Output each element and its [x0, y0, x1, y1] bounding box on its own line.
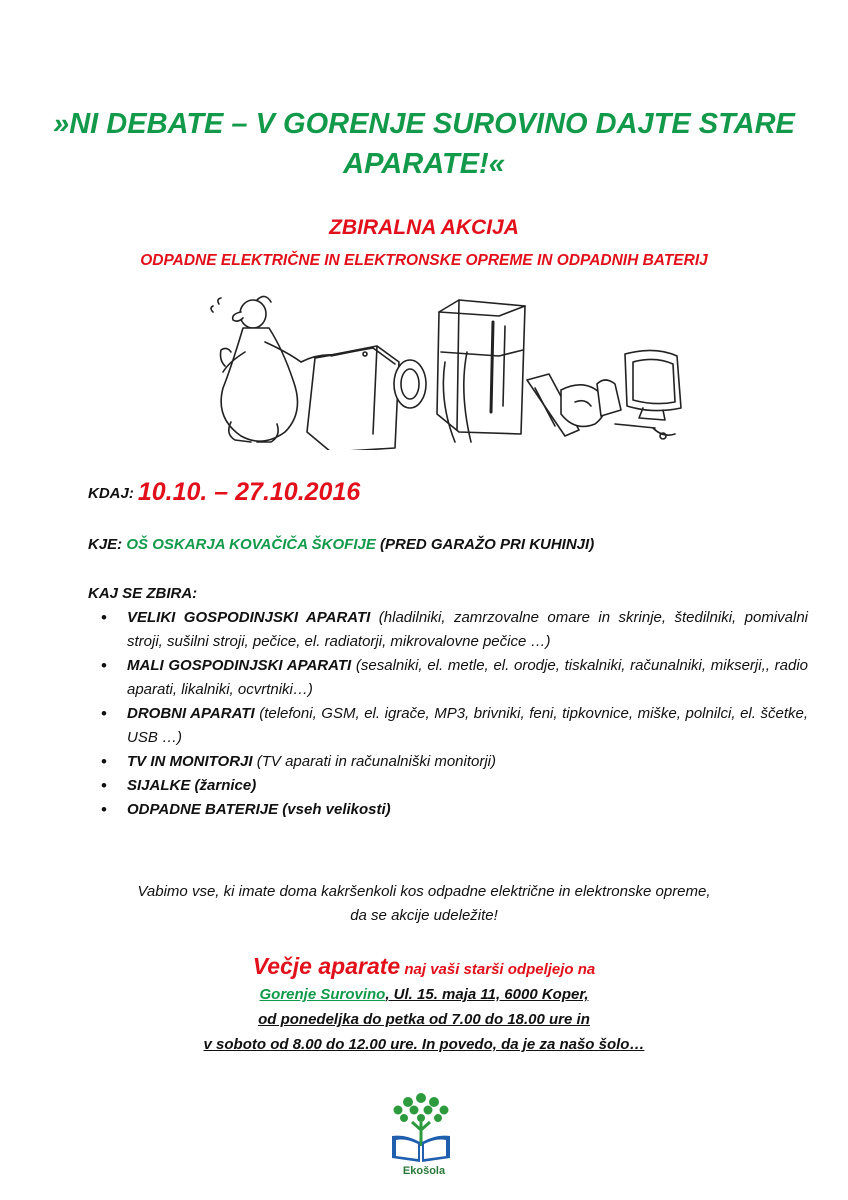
fridge — [437, 300, 525, 442]
appliances-illustration — [205, 292, 695, 450]
list-item — [100, 606, 808, 654]
list-item — [100, 702, 808, 750]
item-detail: (sesalniki, el. metle, el. orodje, tiskalniki, računalniki, mikserji,, radio aparati, likalniki, ocvrtniki…) — [127, 657, 808, 698]
where-label: KJE: — [88, 536, 123, 553]
item-name: ODPADNE BATERIJE (vseh velikosti) — [127, 801, 391, 818]
item-name: SIJALKE (žarnice) — [127, 777, 257, 794]
when-date: 10.10. – 27.10.2016 — [137, 478, 361, 506]
company-name: Gorenje Surovino — [259, 986, 386, 1003]
collected-items-list — [100, 606, 808, 822]
invitation-text — [60, 880, 788, 928]
invitation-line-2: da se akcije udeležite! — [350, 907, 498, 924]
item-detail: (telefoni, GSM, el. igrače, MP3, brivniki, feni, tipkovnice, miške, polnilci, el. ščetke, USB …) — [127, 705, 809, 746]
item-name: DROBNI APARATI — [127, 705, 255, 722]
where-line — [88, 536, 594, 553]
dropoff-highlight: Večje aparate — [252, 953, 401, 979]
logo-label: Ekošola — [402, 1165, 446, 1177]
dropoff-info — [120, 954, 728, 1057]
small-appliances — [527, 374, 621, 436]
list-item — [100, 798, 808, 822]
where-place: OŠ OSKARJA KOVAČIČA ŠKOFIJE — [126, 536, 376, 553]
poster-subtitle-detail: ODPADNE ELEKTRIČNE IN ELEKTRONSKE OPREME IN ODPADNIH BATERIJ — [140, 252, 708, 269]
list-item — [100, 654, 808, 702]
poster-title: »NI DEBATE – V GORENJE SUROVINO DAJTE STARE APARATE!« — [53, 108, 795, 180]
dropoff-intro: naj vaši starši odpeljejo na — [404, 961, 596, 978]
man-figure — [211, 296, 301, 442]
poster-subtitle: ZBIRALNA AKCIJA — [329, 216, 519, 239]
item-name: TV IN MONITORJI — [127, 753, 253, 770]
washing-machine — [307, 346, 426, 450]
hours-saturday: v soboto od 8.00 do 12.00 ure. In povedo, da je za našo šolo… — [203, 1036, 645, 1053]
hours-weekdays: od ponedeljka do petka od 7.00 do 18.00 ure in — [258, 1011, 590, 1028]
item-detail: (TV aparati in računalniški monitorji) — [256, 753, 497, 770]
company-address: , Ul. 15. maja 11, 6000 Koper, — [385, 986, 589, 1003]
collect-heading: KAJ SE ZBIRA: — [88, 585, 198, 602]
when-line — [88, 478, 360, 507]
invitation-line-1: Vabimo vse, ki imate doma kakršenkoli kos odpadne električne in elektronske opreme, — [137, 883, 711, 900]
list-item — [100, 774, 808, 798]
list-item — [100, 750, 808, 774]
when-label: KDAJ: — [88, 485, 134, 502]
computer-monitor — [615, 350, 681, 439]
where-detail: (PRED GARAŽO PRI KUHINJI) — [380, 536, 595, 553]
item-name: MALI GOSPODINJSKI APARATI — [127, 657, 352, 674]
item-name: VELIKI GOSPODINJSKI APARATI — [127, 609, 371, 626]
ekosola-logo-icon — [384, 1084, 458, 1176]
item-detail: (hladilniki, zamrzovalne omare in skrinje, štedilniki, pomivalni stroji, sušilni stroji, pečice, el. radiatorji, mikrovalovne pečice …) — [127, 609, 809, 650]
